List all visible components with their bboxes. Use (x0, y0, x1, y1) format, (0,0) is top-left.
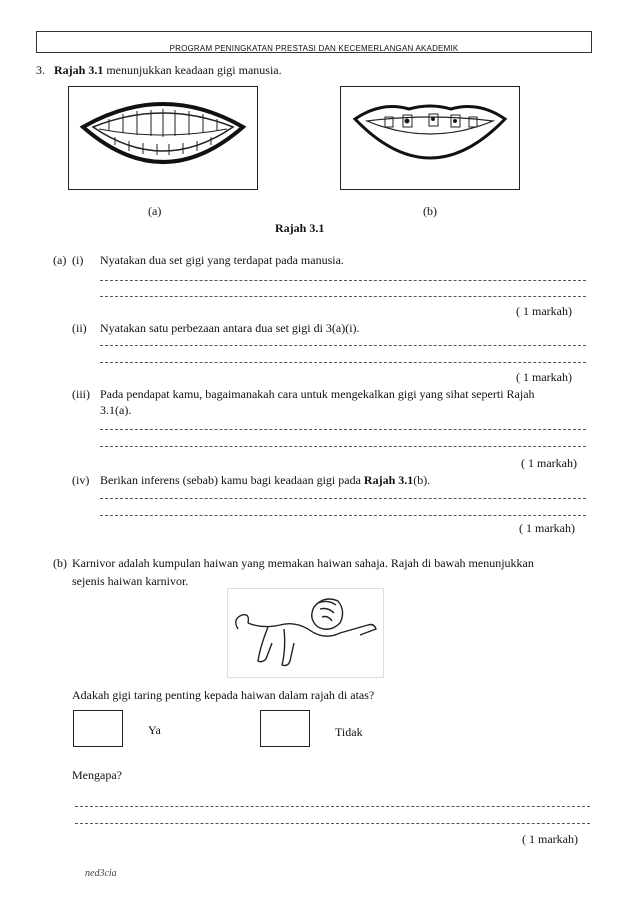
iv-post: (b). (413, 473, 431, 487)
intro-bold: Rajah 3.1 (54, 63, 104, 77)
caption-a: (a) (148, 204, 162, 218)
caption-b: (b) (423, 204, 437, 218)
figure-decayed-teeth (340, 86, 520, 190)
header-box (36, 31, 592, 53)
why-label: Mengapa? (72, 768, 122, 782)
yes-label: Ya (148, 723, 161, 737)
healthy-teeth-drawing (69, 87, 257, 189)
answer-line[interactable] (100, 296, 586, 297)
mark-label: ( 1 markah) (519, 521, 575, 535)
part-b-text-cont: sejenis haiwan karnivor. (72, 574, 189, 588)
answer-line[interactable] (100, 498, 586, 499)
no-label: Tidak (335, 725, 363, 739)
item-iv-text (100, 473, 430, 488)
iv-pre: Berikan inferens (sebab) kamu bagi keadaan gigi pada (100, 473, 364, 487)
item-ii-number: (ii) (72, 321, 87, 335)
lion-drawing (228, 589, 383, 677)
mark-label: ( 1 markah) (516, 304, 572, 318)
answer-line[interactable] (75, 806, 590, 807)
mark-label: ( 1 markah) (522, 832, 578, 846)
header-title: PROGRAM PENINGKATAN PRESTASI DAN KECEMERLANGAN AKADEMIK (169, 44, 459, 53)
part-b-text: Karnivor adalah kumpulan haiwan yang memakan haiwan sahaja. Rajah di bawah menunjukkan (72, 556, 534, 570)
footer-signature: ned3cia (85, 868, 117, 879)
answer-line[interactable] (100, 280, 586, 281)
answer-line[interactable] (75, 823, 590, 824)
answer-line[interactable] (100, 362, 586, 363)
item-iv-number: (iv) (72, 473, 90, 487)
item-i-text: Nyatakan dua set gigi yang terdapat pada manusia. (100, 253, 344, 267)
part-b-question: Adakah gigi taring penting kepada haiwan dalam rajah di atas? (72, 688, 375, 702)
figure-healthy-teeth (68, 86, 258, 190)
item-ii-text: Nyatakan satu perbezaan antara dua set gigi di 3(a)(i). (100, 321, 360, 335)
item-i-number: (i) (72, 253, 84, 267)
part-a-label: (a) (53, 253, 67, 267)
decayed-teeth-drawing (341, 87, 519, 189)
item-iii-text-cont: 3.1(a). (100, 403, 132, 417)
part-b-label: (b) (53, 556, 67, 570)
mark-label: ( 1 markah) (521, 456, 577, 470)
no-checkbox[interactable] (260, 710, 310, 747)
intro-rest: menunjukkan keadaan gigi manusia. (103, 63, 282, 77)
iv-bold: Rajah 3.1 (363, 473, 414, 487)
question-number: 3. (36, 63, 45, 77)
question-intro (54, 63, 282, 78)
carnivore-lion-image (227, 588, 384, 678)
yes-checkbox[interactable] (73, 710, 123, 747)
answer-line[interactable] (100, 515, 586, 516)
answer-line[interactable] (100, 446, 586, 447)
figure-title: Rajah 3.1 (275, 221, 325, 235)
item-iii-number: (iii) (72, 387, 90, 401)
mark-label: ( 1 markah) (516, 370, 572, 384)
answer-line[interactable] (100, 345, 586, 346)
item-iii-text: Pada pendapat kamu, bagaimanakah cara untuk mengekalkan gigi yang sihat seperti Rajah (100, 387, 535, 401)
answer-line[interactable] (100, 429, 586, 430)
